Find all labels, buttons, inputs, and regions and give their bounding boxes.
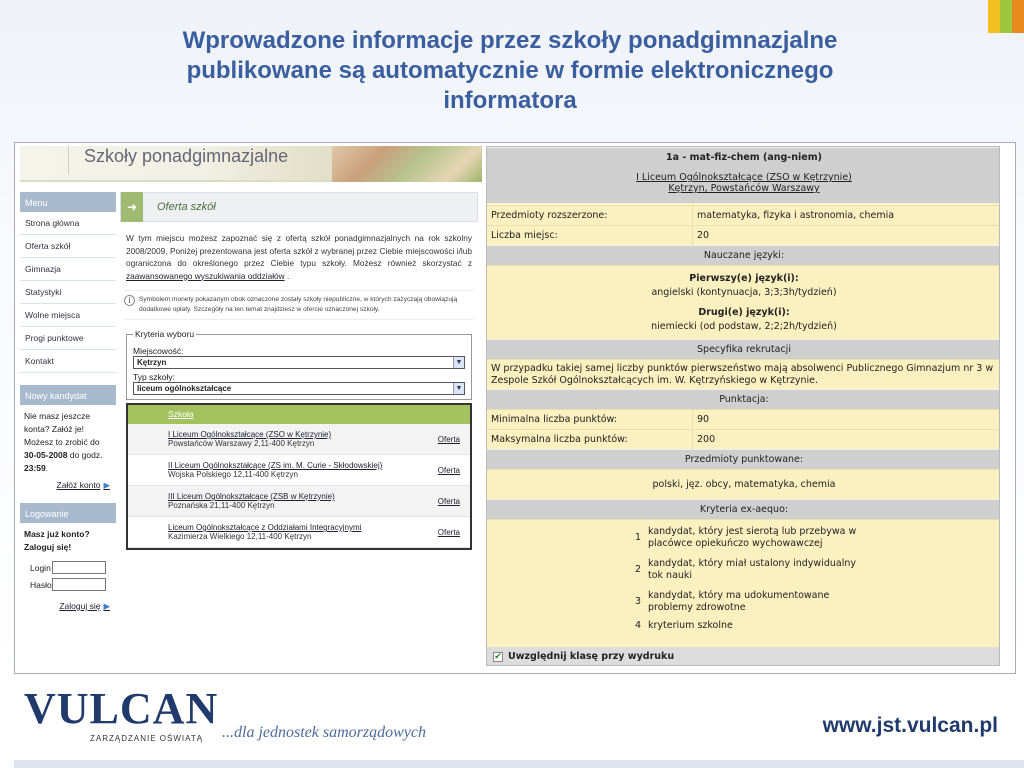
school-offer-screenshot <box>20 146 482 672</box>
main-heading-bar <box>120 192 478 222</box>
list-item <box>487 526 1000 550</box>
school-name-link[interactable]: III Liceum Ogólnokształcące (ZSB w Kętrzynie) <box>168 492 335 501</box>
max-points-row <box>487 429 1000 449</box>
login-input[interactable] <box>52 561 106 574</box>
sidebar-item-middle-schools[interactable]: Gimnazja <box>20 258 116 281</box>
footer-website: www.jst.vulcan.pl <box>822 714 998 737</box>
login-label: Login <box>30 562 51 573</box>
new-candidate-text <box>20 405 116 480</box>
slide-title-line-1: Wprowadzone informacje przez szkoły ponadgimnazjalne <box>182 27 838 54</box>
sidebar-spacer <box>20 373 116 385</box>
print-checkbox-label: Uwzględnij klasę przy wydruku <box>508 651 675 662</box>
intro-text-end: . <box>284 270 290 281</box>
print-checkbox[interactable]: ✔ <box>494 651 502 662</box>
scored-subjects-header: Przedmioty punktowane: <box>487 449 1000 469</box>
main-heading: Oferta szkół <box>157 201 216 213</box>
school-type-select[interactable] <box>133 382 465 395</box>
criterion-text: kandydat, który miał ustalony indywidualny tok nauki <box>648 558 856 581</box>
languages-header: Nauczane języki: <box>487 245 1000 265</box>
slide-footer <box>0 680 1024 768</box>
slide-title-line-2: publikowane są automatycznie w formie elektronicznego <box>186 57 834 84</box>
table-row <box>128 517 470 548</box>
criterion-text: kryterium szkolne <box>648 620 733 631</box>
advanced-search-link[interactable]: zaawansowanego wyszukiwania oddziałów <box>126 270 285 281</box>
password-row <box>20 576 116 593</box>
points-header: Punktacja: <box>487 389 1000 409</box>
school-link[interactable] <box>487 172 1000 194</box>
exaequo-header: Kryteria ex-aequo: <box>487 499 1000 519</box>
password-label: Hasło <box>30 579 52 590</box>
school-type-select-value: liceum ogólnokształcące <box>137 384 232 393</box>
accent-bar-yellow <box>988 0 1000 33</box>
list-item <box>487 558 1000 582</box>
school-cell <box>168 461 382 479</box>
info-note <box>124 290 474 320</box>
app-header-title: Szkoły ponadgimnazjalne <box>84 146 289 166</box>
places-label: Liczba miejsc: <box>487 226 693 245</box>
school-name-link[interactable]: II Liceum Ogólnokształcące (ZS im. M. Curie - Skłodowskiej) <box>168 461 383 470</box>
city-select[interactable] <box>133 356 465 369</box>
header-photo <box>332 146 482 182</box>
places-value: 20 <box>697 230 710 241</box>
slide-title <box>60 26 960 116</box>
offer-link[interactable]: Oferta <box>437 527 460 537</box>
sidebar <box>20 192 116 612</box>
criterion-text: kandydat, który ma udokumentowane problemy zdrowotne <box>648 590 830 613</box>
school-name-link[interactable]: I Liceum Ogólnokształcące (ZSO w Kętrzynie) <box>168 430 332 439</box>
offer-link[interactable]: Oferta <box>437 434 460 444</box>
intro-text-body: W tym miejscu możesz zapoznać się z ofertą szkół ponadgimnazjalnych na rok szkolny 2008/2009. Poniżej prezentowana jest oferta szkół z wybranej przez Ciebie miejscowości i/lub ograniczona do określonego przez Ciebie typu szkoły. Możesz również skorzystać z <box>126 233 472 268</box>
sidebar-item-home[interactable]: Strona główna <box>20 212 116 235</box>
login-row <box>20 559 116 576</box>
max-points-value: 200 <box>697 434 716 445</box>
bottom-bar <box>14 760 1024 768</box>
new-candidate-text-start: Nie masz jeszcze konta? Załóż je! Możesz to zrobić do <box>24 411 100 447</box>
info-icon: i <box>124 295 135 306</box>
school-cell <box>168 492 335 510</box>
password-input[interactable] <box>52 578 106 591</box>
list-item <box>487 620 1000 632</box>
second-language-label: Drugi(e) język(i): <box>698 307 790 318</box>
sidebar-item-school-offers[interactable]: Oferta szkół <box>20 235 116 258</box>
class-header <box>487 147 1000 203</box>
criterion-text: kandydat, który jest sierotą lub przebywa w placówce opiekuńczo wychowawczej <box>648 526 857 549</box>
login-button[interactable] <box>20 601 116 612</box>
app-header <box>20 146 482 182</box>
sidebar-spacer <box>20 491 116 503</box>
class-details-screenshot <box>486 146 1000 666</box>
new-candidate-text-mid: do godz. <box>67 450 103 460</box>
registration-deadline-date: 30-05-2008 <box>24 450 68 460</box>
vulcan-logo <box>24 684 218 743</box>
min-points-row <box>487 409 1000 429</box>
first-language-value: angielski (kontynuacja, 3;3;3h/tydzień) <box>651 287 837 298</box>
recruitment-specifics-header: Specyfika rekrutacji <box>487 339 1000 359</box>
login-heading: Logowanie <box>20 503 116 523</box>
new-candidate-text-end: . <box>45 463 49 473</box>
offer-link[interactable]: Oferta <box>437 465 460 475</box>
min-points-label: Minimalna liczba punktów: <box>487 410 693 429</box>
extended-subjects-row <box>487 205 1000 225</box>
extended-subjects-value: matematyka, fizyka i astronomia, chemia <box>697 210 895 221</box>
exaequo-list <box>487 519 1000 647</box>
chevron-down-icon: ▼ <box>453 357 464 368</box>
school-cell <box>168 430 331 448</box>
languages-block <box>487 265 1000 343</box>
create-account-link-label: Załóż konto <box>56 480 101 490</box>
criteria-legend: Kryteria wyboru <box>135 329 195 339</box>
intro-text <box>120 222 478 282</box>
main-content <box>120 192 478 550</box>
scored-subjects-value: polski, jęz. obcy, matematyka, chemia <box>487 469 1000 499</box>
chevron-down-icon: ▼ <box>453 383 464 394</box>
accent-bars <box>988 0 1024 33</box>
list-item <box>487 590 1000 614</box>
min-points-value: 90 <box>697 414 710 425</box>
registration-deadline-time: 23:59 <box>24 463 46 473</box>
table-row <box>128 486 470 517</box>
print-option-row <box>487 647 1000 666</box>
header-divider <box>68 146 69 174</box>
school-link-line-2: Kętrzyn, Powstańców Warszawy <box>668 183 820 194</box>
school-type-label: Typ szkoły: <box>133 372 176 382</box>
table-row <box>128 424 470 455</box>
second-language-value: niemiecki (od podstaw, 2;2;2h/tydzień) <box>651 321 837 332</box>
extended-subjects-label: Przedmioty rozszerzone: <box>487 206 693 225</box>
school-address: Wojska Polskiego 12,11-400 Kętrzyn <box>168 470 298 479</box>
schools-table-header[interactable]: Szkoła <box>128 405 470 424</box>
sidebar-item-contact[interactable]: Kontakt <box>20 350 116 373</box>
recruitment-specifics-text: W przypadku takiej samej liczby punktów pierwszeństwo mają absolwenci Publicznego Gimnazjum nr 3 w Zespole Szkół Ogólnokształcących im. W. Kętrzyńskiego w Kętrzynie. <box>487 359 1000 391</box>
places-row <box>487 225 1000 245</box>
table-row <box>128 455 470 486</box>
school-address: Kazimierza Wielkiego 12,11-400 Kętrzyn <box>168 532 312 541</box>
school-name-link[interactable]: Liceum Ogólnokształcące z Oddziałami Integracyjnymi <box>168 523 362 532</box>
school-cell <box>168 523 361 541</box>
accent-bar-orange <box>1012 0 1024 33</box>
sidebar-item-statistics[interactable]: Statystyki <box>20 281 116 304</box>
arrow-right-icon: ➜ <box>121 192 143 222</box>
slide-title-line-3: informatora <box>443 87 577 114</box>
first-language-label: Pierwszy(e) język(i): <box>689 273 799 284</box>
logo-subtitle: ZARZĄDZANIE OŚWIATĄ <box>90 734 204 743</box>
criterion-number: 4 <box>634 620 641 631</box>
criterion-number: 3 <box>634 596 641 607</box>
login-question <box>20 523 116 559</box>
schools-table-body <box>128 424 470 548</box>
accent-bar-green <box>1000 0 1012 33</box>
footer-tagline: ...dla jednostek samorządowych <box>222 724 426 741</box>
login-question-line-1: Masz już konto? <box>24 529 90 539</box>
city-label: Miejscowość: <box>133 346 184 356</box>
arrow-right-icon: ▶ <box>103 601 110 611</box>
criteria-fieldset <box>126 329 472 400</box>
arrow-right-icon: ▶ <box>103 480 110 490</box>
max-points-label: Maksymalna liczba punktów: <box>487 430 693 449</box>
school-address: Powstańców Warszawy 2,11-400 Kętrzyn <box>168 439 315 448</box>
login-question-line-2: Zaloguj się! <box>24 542 72 552</box>
new-candidate-heading: Nowy kandydat <box>20 385 116 405</box>
create-account-link[interactable] <box>20 480 116 491</box>
school-address: Poznańska 21,11-400 Kętrzyn <box>168 501 275 510</box>
schools-table <box>126 403 472 550</box>
school-link-line-1: I Liceum Ogólnokształcące (ZSO w Kętrzynie) <box>636 172 852 183</box>
login-button-label: Zaloguj się <box>59 601 101 611</box>
city-select-value: Kętrzyn <box>137 358 167 367</box>
criterion-number: 1 <box>634 532 641 543</box>
menu-heading: Menu <box>20 192 116 212</box>
info-note-text: Symbolem monety pokazanym obok oznaczone zostały szkoły niepubliczne, w których zażyczają obowiązują dodatkowe opłaty. Szczegóły na ten temat znajdziesz w ofercie oznaczonej szkoły. <box>139 296 458 313</box>
offer-link[interactable]: Oferta <box>437 496 460 506</box>
logo-wordmark: VULCAN <box>24 684 219 733</box>
sidebar-item-point-thresholds[interactable]: Progi punktowe <box>20 327 116 350</box>
class-title: 1a - mat-fiz-chem (ang-niem) <box>666 152 822 163</box>
criterion-number: 2 <box>634 564 641 575</box>
sidebar-item-free-places[interactable]: Wolne miejsca <box>20 304 116 327</box>
